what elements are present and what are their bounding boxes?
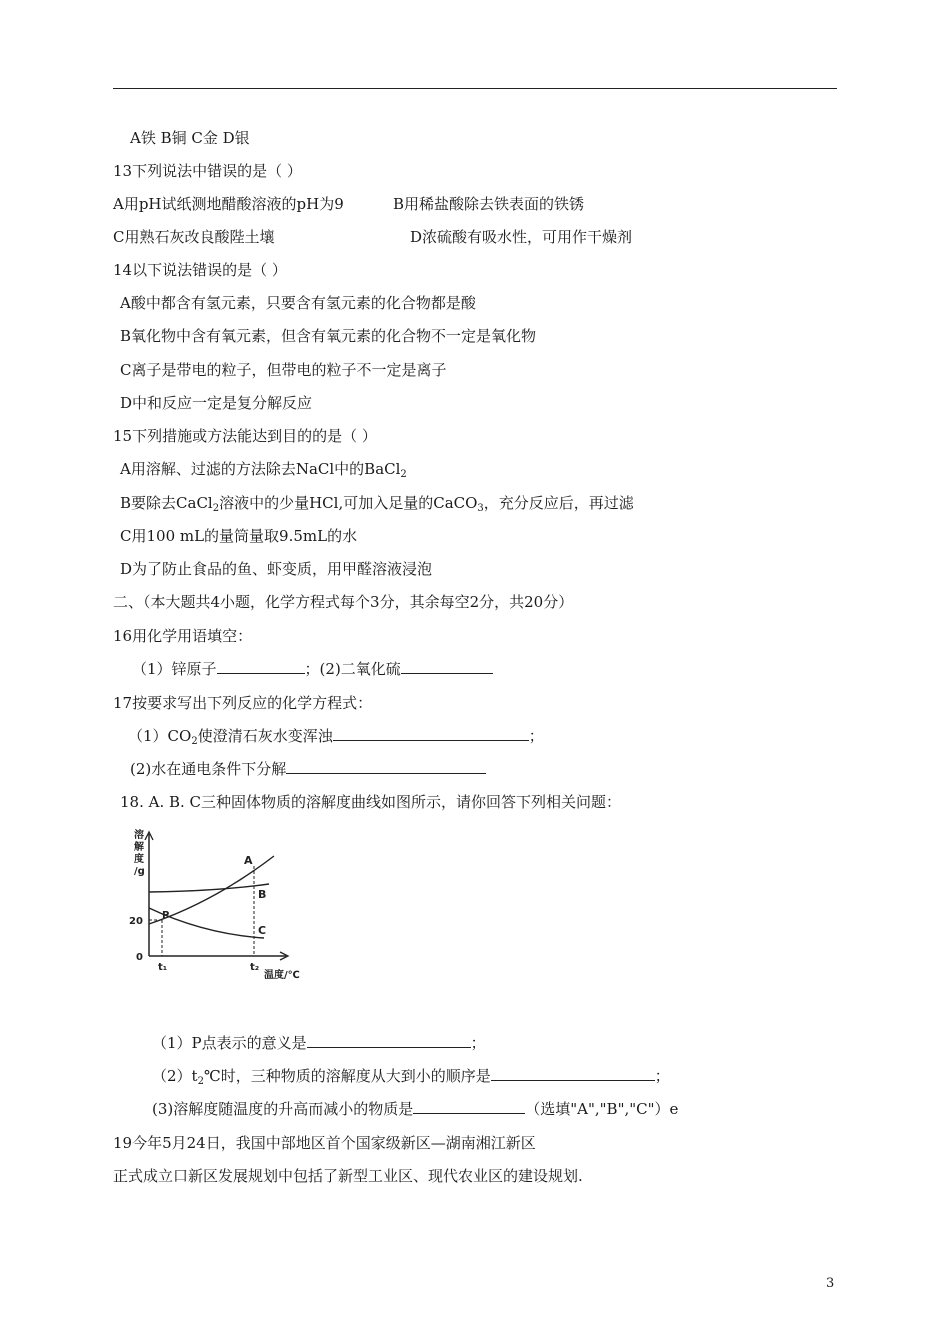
q15-option-a: A用溶解、过滤的方法除去NaCl中的BaCl$_2$ xyxy=(120,460,407,480)
q13-stem: 13下列说法中错误的是（ ） xyxy=(113,162,302,180)
q14-option-a: A酸中都含有氢元素，只要含有氢元素的化合物都是酸 xyxy=(120,294,476,312)
q14-option-b: B氧化物中含有氧元素，但含有氧元素的化合物不一定是氧化物 xyxy=(120,327,537,345)
q18-blank-3[interactable] xyxy=(413,1099,525,1114)
y-axis-label-char: /g xyxy=(134,866,145,877)
q13-option-b: B用稀盐酸除去铁表面的铁锈 xyxy=(393,195,585,213)
y-tick-0: 0 xyxy=(136,952,143,963)
q16-stem: 16用化学用语填空： xyxy=(113,627,253,645)
q17-part-1: $(1)CO_2$使澄清石灰水变浑浊 ； xyxy=(128,727,544,747)
q15-option-b: B要除去CaCl$_2$溶液中的少量HCl,可加入足量的CaCO$_3$，充分反应后，再过滤 xyxy=(120,494,634,514)
x-axis-label: 温度/℃ xyxy=(264,970,300,981)
q18-part-2: $(2)t_2℃$时，三种物质的溶解度从大到小的顺序是 ； xyxy=(152,1067,670,1087)
series-b-label: B xyxy=(258,888,267,901)
x-tick-t1: t₁ xyxy=(158,962,168,973)
series-a-label: A xyxy=(244,854,253,867)
q17-stem: 17按要求写出下列反应的化学方程式： xyxy=(113,694,373,712)
q16-blank-1[interactable] xyxy=(217,659,305,674)
q19-line-2: 正式成立口新区发展规划中包括了新型工业区、现代农业区的建设规划. xyxy=(113,1167,583,1185)
y-axis-label-char: 解 xyxy=(134,842,144,853)
q17-blank-2[interactable] xyxy=(286,759,486,774)
section-two-heading: 二、（本大题共4小题，化学方程式每个3分，其余每空2分，共20分） xyxy=(113,593,574,611)
q13-option-c: C用熟石灰改良酸陛土壤 xyxy=(113,228,275,246)
q18-blank-1[interactable] xyxy=(307,1033,471,1048)
q16-parts: （1）锌原子 ；(2)二氧化硫 xyxy=(132,659,493,679)
q18-part-3: (3)溶解度随温度的升高而减小的物质是 （选填"A","B","C"）e xyxy=(152,1100,679,1118)
x-tick-t2: t₂ xyxy=(250,962,260,973)
q13-option-a: A用pH试纸测地醋酸溶液的pH为9 xyxy=(113,195,344,213)
y-axis-label xyxy=(134,828,145,877)
q14-stem: 14以下说法错误的是（ ） xyxy=(113,261,287,279)
q18-blank-2[interactable] xyxy=(491,1066,655,1081)
header-rule xyxy=(113,88,837,89)
y-axis-label-char: 溶 xyxy=(134,830,144,841)
y-tick-20: 20 xyxy=(129,916,143,927)
q14-option-c: C离子是带电的粒子，但带电的粒子不一定是离子 xyxy=(120,361,447,379)
q12-options: A铁 B铜 C金 D银 xyxy=(130,129,250,147)
series-c-label: C xyxy=(258,924,267,937)
q14-option-d: D中和反应一定是复分解反应 xyxy=(120,394,313,412)
page-number: 3 xyxy=(826,1276,835,1291)
q16-blank-2[interactable] xyxy=(401,659,493,674)
q18-part-1: （1）P点表示的意义是 ； xyxy=(152,1034,486,1052)
q15-stem: 15下列措施或方法能达到目的的是（ ） xyxy=(113,427,377,445)
solubility-chart xyxy=(124,824,314,984)
q18-stem: 18. A. B. C三种固体物质的溶解度曲线如图所示，请你回答下列相关问题： xyxy=(120,793,622,811)
q15-option-c: C用100 mL的量筒量取9.5mL的水 xyxy=(120,527,358,545)
q13-option-d: D浓硫酸有吸水性，可用作干燥剂 xyxy=(410,228,633,246)
q15-option-d: D为了防止食品的鱼、虾变质，用甲醛溶液浸泡 xyxy=(120,560,433,578)
q19-line-1: 19今年5月24日，我国中部地区首个国家级新区—湖南湘江新区 xyxy=(113,1134,536,1152)
series-b-curve xyxy=(149,884,269,892)
y-axis-label-char: 度 xyxy=(134,854,144,865)
q17-part-2: (2)水在通电条件下分解 xyxy=(130,759,486,779)
point-p-label: P xyxy=(162,910,170,921)
q17-blank-1[interactable] xyxy=(333,726,529,741)
